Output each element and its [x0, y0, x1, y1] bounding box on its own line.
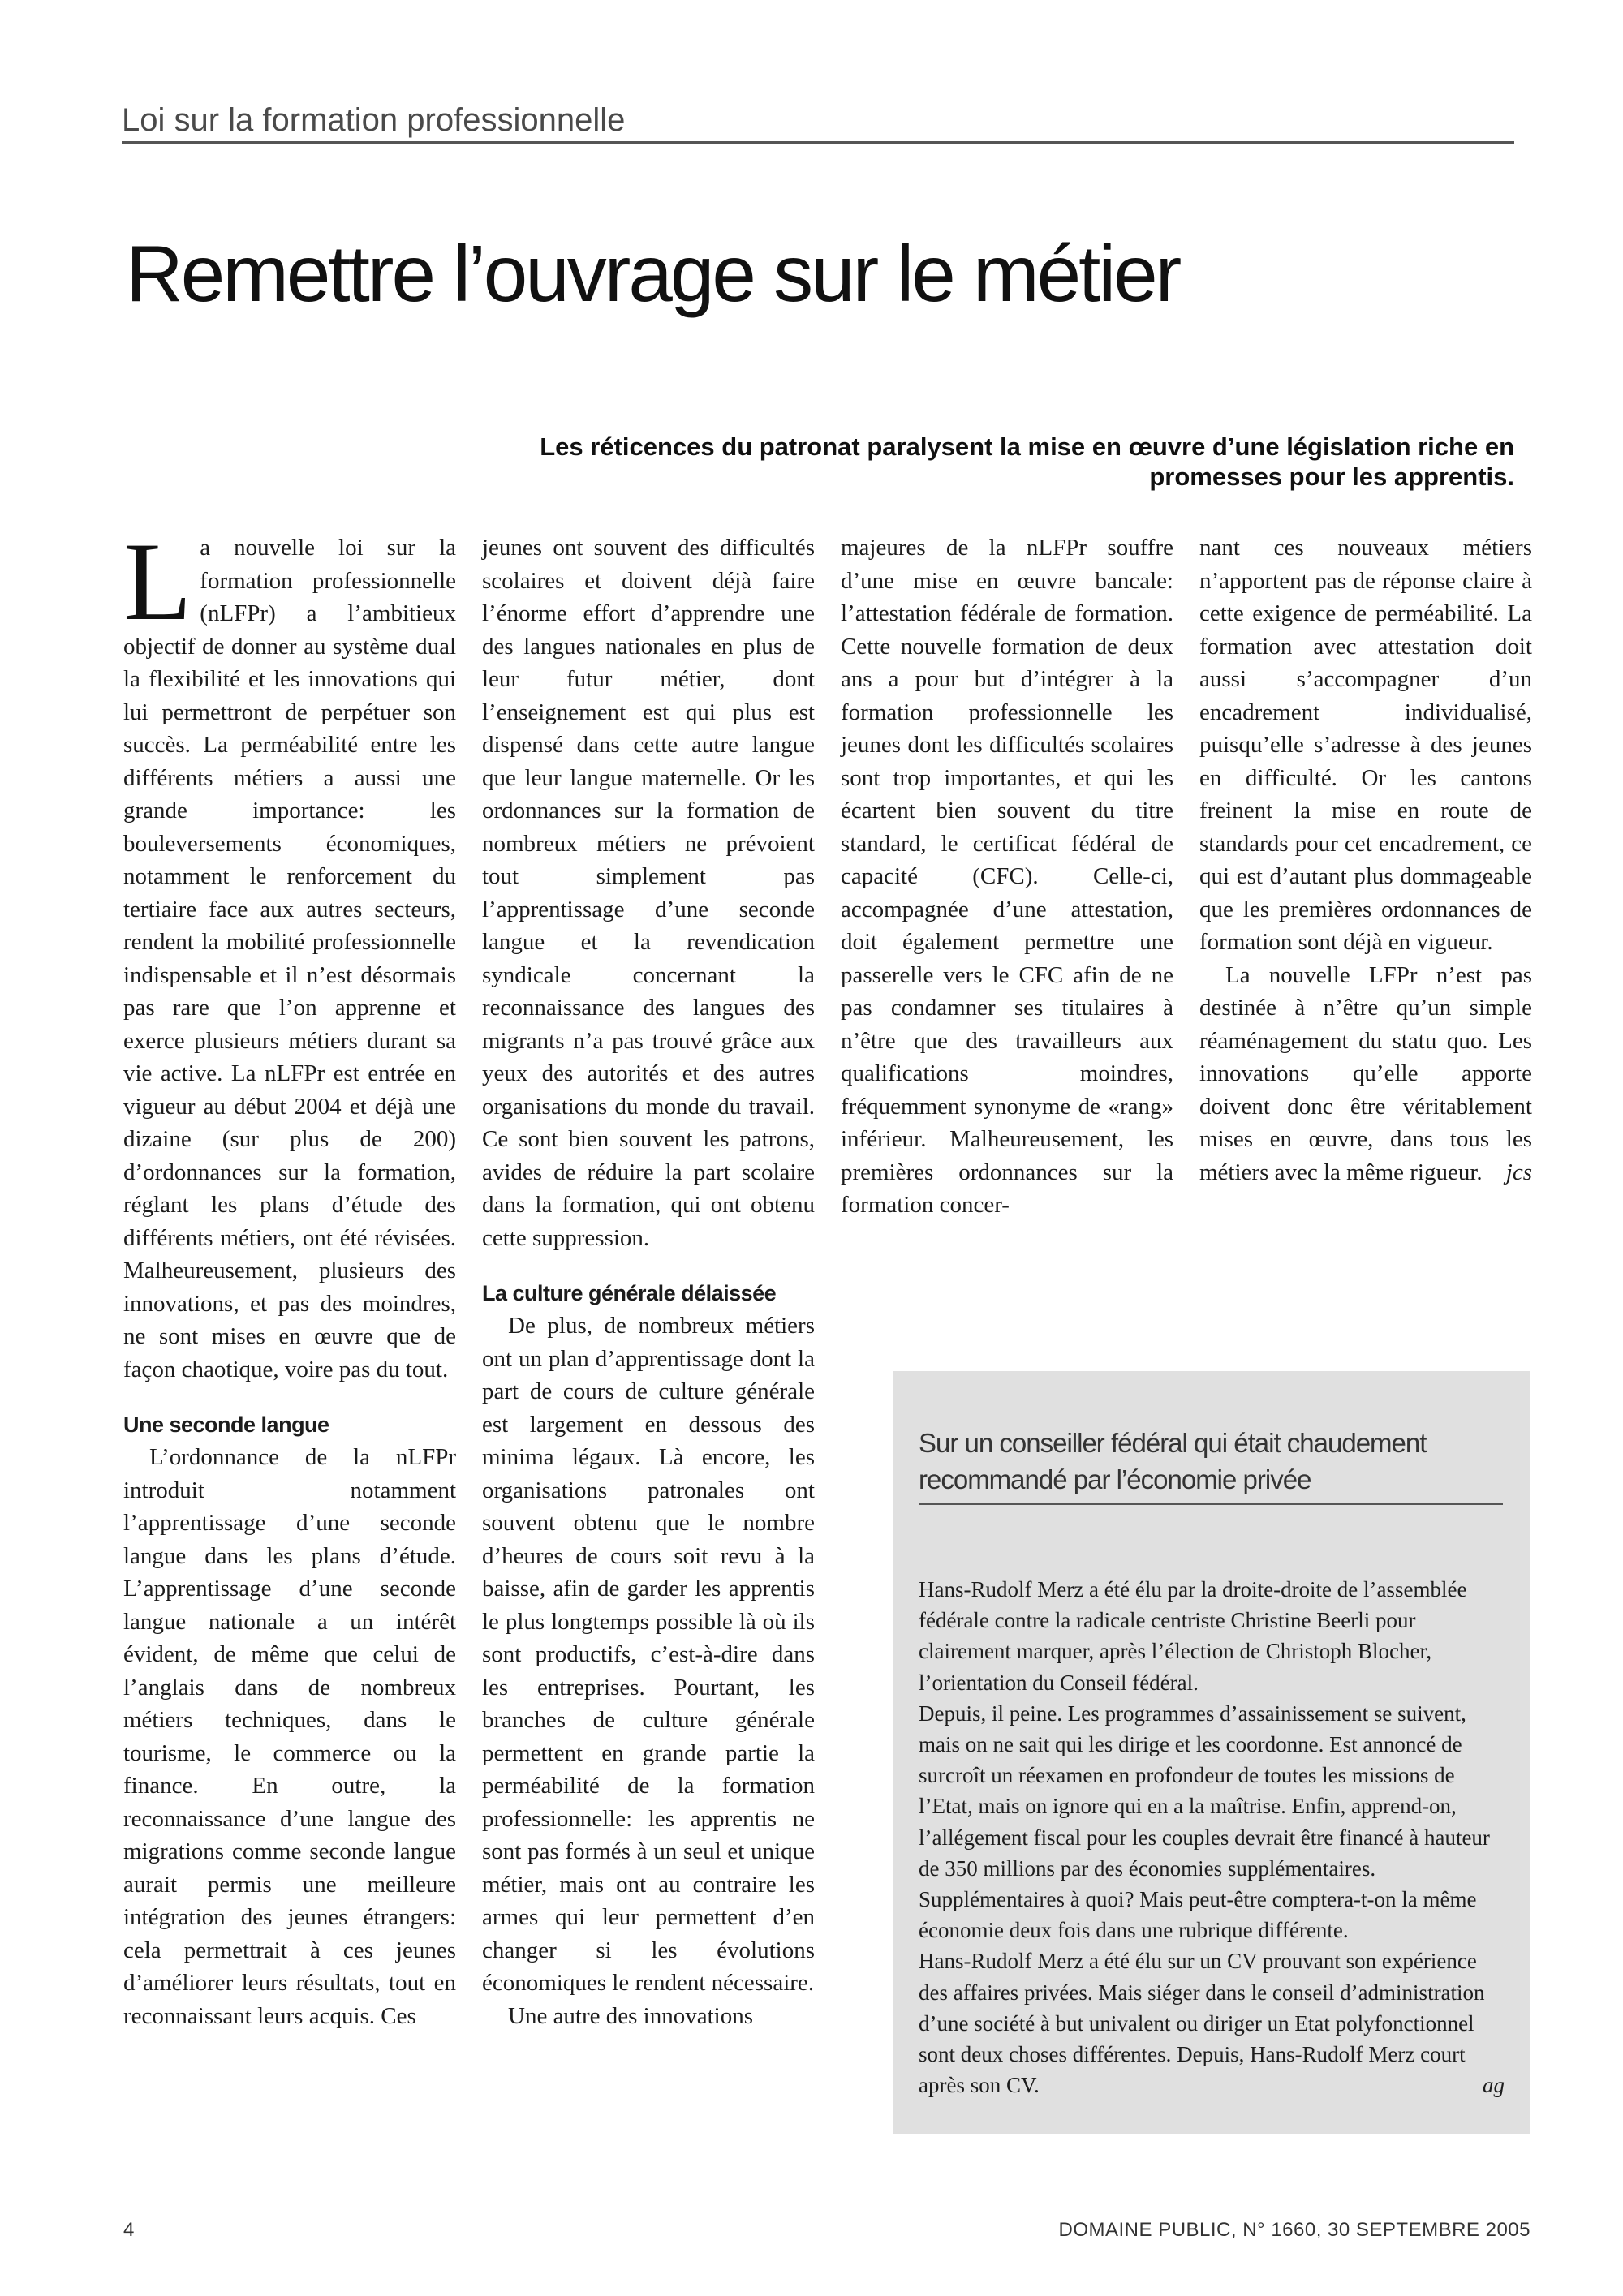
sidebar-paragraph: Depuis, il peine. Les programmes d’assainissement se suivent, mais on ne sait qui les dirige et les coordonne. Est annoncé de surcroît un réexamen en profondeur de toutes les missions de l’Etat, mais on ignore qui en a la maîtrise. Enfin, apprend-on, l’allégement fiscal pour les couples devrait être financé à hauteur de 350 millions par des économies supplémentaires. Supplémentaires à quoi? Mais peut-être comptera-t-on la même économie deux fois dans une rubrique différente.: [919, 1701, 1490, 1943]
article-paragraph: La nouvelle LFPr n’est pas destinée à n’être qu’un simple réaménagement du statu quo. Les innovations qu’elle apporte doivent donc être véritablement mises en œuvre, dans tous les métiers avec la même rigueur.: [1199, 961, 1532, 1185]
sidebar-paragraph: Hans-Rudolf Merz a été élu par la droite-droite de l’assemblée fédérale contre la radicale centriste Christine Beerli pour clairement marquer, après l’élection de Christoph Blocher, l’orientation du Conseil fédéral.: [919, 1577, 1467, 1695]
article-paragraph: majeures de la nLFPr souffre d’une mise en œuvre bancale: l’attestation fédérale de formation. Cette nouvelle formation de deux ans a pour but d’intégrer à la formation professionnelle les jeunes dont les difficultés scolaires sont trop importantes, et qui les écartent bien souvent du titre standard, le certificat fédéral de capacité (CFC). Celle-ci, accompagnée d’une attestation, doit également permettre une passerelle vers le CFC afin de ne pas condamner ses titulaires à n’être que des travailleurs aux qualifications moindres, fréquemment synonyme de «rang» inférieur. Malheureusement, les premières ordonnances sur la formation concer-: [841, 535, 1173, 1218]
section-rubric: Loi sur la formation professionnelle: [122, 101, 1514, 144]
sidebar-body: [919, 1574, 1505, 2101]
page-number: 4: [123, 2219, 135, 2241]
article-subtitle: Les réticences du patronat paralysent la mise en œuvre d’une législation riche en promesses pour les apprentis.: [540, 432, 1514, 491]
sidebar-paragraph: Hans-Rudolf Merz a été élu sur un CV prouvant son expérience des affaires privées. Mais siéger dans le conseil d’administration d’une société à but univalent ou diriger un Etat polyfonctionnel sont deux choses différentes. Depuis, Hans-Rudolf Merz court après son CV.: [919, 1949, 1485, 2098]
sidebar-box: [893, 1371, 1530, 2134]
publication-info: DOMAINE PUBLIC, N° 1660, 30 SEPTEMBRE 2005: [1058, 2219, 1530, 2241]
article-paragraph: La nouvelle loi sur la formation professionnelle (nLFPr) a l’ambitieux objectif de donner au système dual la flexibilité et les innovations qui lui permettront de perpétuer son succès. La perméabilité entre les différents métiers a aussi une grande importance: les bouleversements économiques, notamment le renforcement du tertiaire face aux autres secteurs, rendent la mobilité professionnelle indispensable et il n’est désormais pas rare que l’on apprenne et exerce plusieurs métiers durant sa vie active. La nLFPr est entrée en vigueur au début 2004 et déjà une dizaine (sur plus de 200) d’ordonnances sur la formation, réglant les plans d’étude des différents métiers, ont été révisées. Malheureusement, plusieurs des innovations, et pas des moindres, ne sont mises en œuvre que de façon chaotique, voire pas du tout.: [123, 519, 456, 1382]
sidebar-signature: ag: [1483, 2073, 1505, 2098]
article-column-2: [482, 531, 815, 2032]
article-paragraph: Une autre des innovations: [508, 2002, 754, 2029]
article-column-4: [1199, 531, 1532, 1189]
article-title: Remettre l’ouvrage sur le métier: [126, 229, 1180, 318]
sidebar-title: Sur un conseiller fédéral qui était chaudement recommandé par l’économie privée: [919, 1425, 1503, 1505]
article-paragraph: De plus, de nombreux métiers ont un plan d’apprentissage dont la part de cours de culture générale est largement en dessous des minima légaux. Là encore, les organisations patronales ont souvent obtenu que le nombre d’heures de cours soit revu à la baisse, afin de garder les apprentis le plus longtemps possible là où ils sont productifs, c’est-à-dire dans les entreprises. Pourtant, les branches de culture générale permettent en grande partie la perméabilité de la formation professionnelle: les apprentis ne sont pas formés à un seul et unique métier, mais ont au contraire les armes qui leur permettent d’en changer si les évolutions économiques le rendent nécessaire.: [482, 1313, 815, 1996]
section-heading-second-language: Une seconde langue: [123, 1412, 329, 1437]
drop-cap: L: [123, 519, 192, 643]
article-column-3: [841, 531, 1173, 1222]
section-heading-general-culture: La culture générale délaissée: [482, 1281, 777, 1305]
article-paragraph: L’ordonnance de la nLFPr introduit notamment l’apprentissage d’une seconde langue dans les plans d’étude. L’apprentissage d’une seconde langue nationale a un intérêt évident, de même que celui de l’anglais dans de nombreux métiers techniques, dans le tourisme, le commerce ou la finance. En outre, la reconnaissance d’une langue des migrations comme seconde langue aurait permis une meilleure intégration des jeunes étrangers: cela permettrait à ces jeunes d’améliorer leurs résultats, tout en reconnaissant leurs acquis. Ces: [123, 1444, 456, 2029]
article-paragraph: nant ces nouveaux métiers n’apportent pas de réponse claire à cette exigence de perméabilité. La formation avec attestation doit aussi s’accompagner d’un encadrement individualisé, puisqu’elle s’adresse à des jeunes en difficulté. Or les cantons freinent la mise en route de standards pour cet encadrement, ce qui est d’autant plus dommageable que les premières ordonnances de formation sont déjà en vigueur.: [1199, 535, 1532, 955]
article-column-1: [123, 519, 456, 2032]
article-paragraph: jeunes ont souvent des difficultés scolaires et doivent déjà faire l’énorme effort d’apprendre une des langues nationales en plus de leur futur métier, dont l’enseignement est qui plus est dispensé dans cette autre langue que leur langue maternelle. Or les ordonnances sur la formation de nombreux métiers ne prévoient tout simplement pas l’apprentissage d’une seconde langue et la revendication syndicale concernant la reconnaissance des langues des migrants n’a pas trouvé grâce aux yeux des autorités et des autres organisations du monde du travail. Ce sont bien souvent les patrons, avides de réduire la part scolaire dans la formation, qui ont obtenu cette suppression.: [482, 535, 815, 1251]
author-signature: jcs: [1505, 1159, 1532, 1185]
